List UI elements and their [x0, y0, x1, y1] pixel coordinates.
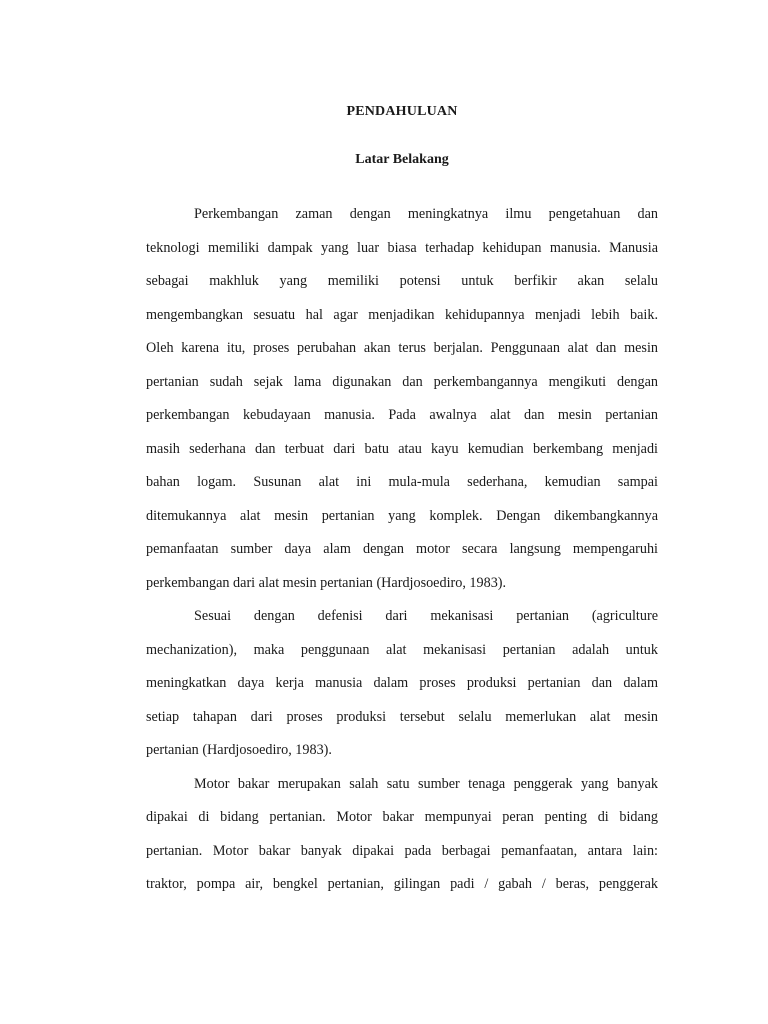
text-line: ditemukannya alat mesin pertanian yang komplek. Dengan dikembangkannya	[146, 507, 658, 524]
text-line: sebagai makhluk yang memiliki potensi untuk berfikir akan selalu	[146, 273, 658, 289]
text-line: mengembangkan sesuatu hal agar menjadikan kehidupannya menjadi lebih baik.	[146, 306, 658, 323]
text-line: Motor bakar merupakan salah satu sumber tenaga penggerak yang banyak	[194, 775, 658, 792]
section-heading: Latar Belakang	[355, 152, 449, 167]
body-text	[146, 203, 658, 907]
text-line: Oleh karena itu, proses perubahan akan terus berjalan. Penggunaan alat dan mesin	[146, 340, 658, 356]
text-line: Perkembangan zaman dengan meningkatnya ilmu pengetahuan dan	[194, 206, 658, 222]
text-line: pertanian (Hardjosoediro, 1983).	[146, 742, 332, 758]
text-line: pertanian sudah sejak lama digunakan dan perkembangannya mengikuti dengan	[146, 373, 658, 390]
text-line: traktor, pompa air, bengkel pertanian, gilingan padi / gabah / beras, penggerak	[146, 876, 658, 892]
text-line: meningkatkan daya kerja manusia dalam proses produksi pertanian dan dalam	[146, 675, 658, 691]
text-line: bahan logam. Susunan alat ini mula-mula sederhana, kemudian sampai	[146, 474, 658, 490]
text-line: Sesuai dengan defenisi dari mekanisasi pertanian (agriculture	[194, 608, 658, 624]
text-line: perkembangan kebudayaan manusia. Pada awalnya alat dan mesin pertanian	[146, 407, 658, 423]
text-line: pemanfaatan sumber daya alam dengan motor secara langsung mempengaruhi	[146, 541, 658, 557]
document-title: PENDAHULUAN	[346, 104, 458, 119]
text-line: setiap tahapan dari proses produksi tersebut selalu memerlukan alat mesin	[146, 708, 658, 725]
text-line: teknologi memiliki dampak yang luar biasa terhadap kehidupan manusia. Manusia	[146, 239, 658, 256]
text-line: perkembangan dari alat mesin pertanian (Hardjosoediro, 1983).	[146, 574, 507, 591]
text-line: mechanization), maka penggunaan alat mekanisasi pertanian adalah untuk	[146, 641, 658, 658]
text-line: masih sederhana dan terbuat dari batu atau kayu kemudian berkembang menjadi	[146, 440, 658, 457]
text-line: pertanian. Motor bakar banyak dipakai pada berbagai pemanfaatan, antara lain:	[146, 842, 658, 859]
text-line: dipakai di bidang pertanian. Motor bakar mempunyai peran penting di bidang	[146, 809, 658, 825]
